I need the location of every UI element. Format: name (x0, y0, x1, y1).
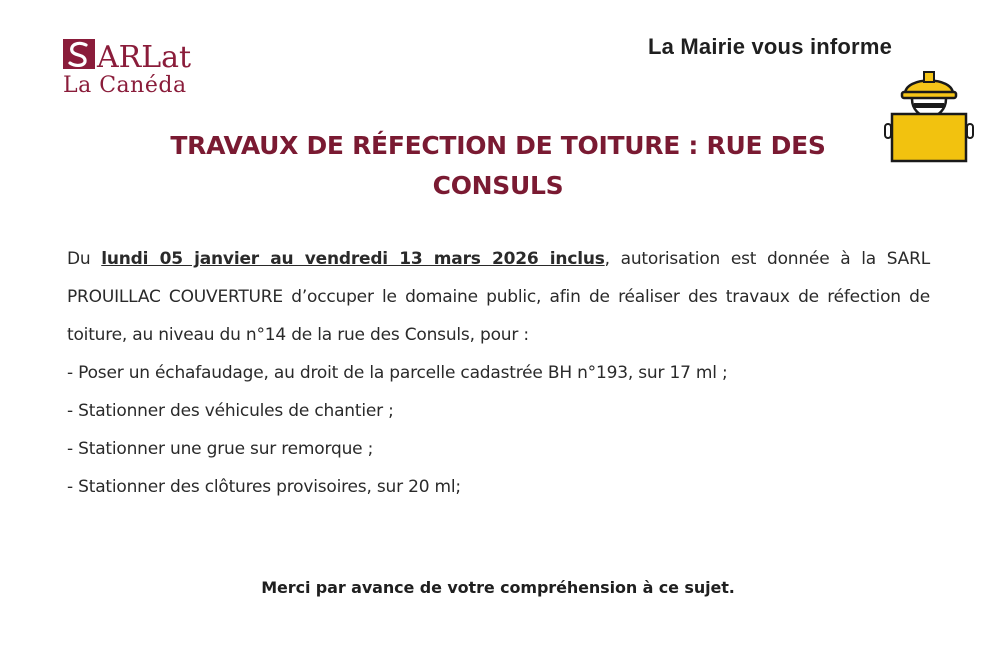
header-tagline: La Mairie vous informe (648, 34, 893, 59)
sarlat-logo (62, 36, 192, 98)
list-item: - Stationner des clôtures provisoires, sur 20 ml; (67, 477, 461, 497)
intro-rest: , autorisation est donnée à la SARL PROUILLAC COUVERTURE d’occuper le domaine public, afin de réaliser des travaux de réfection de toiture, au niveau du n°14 de la rue des Consuls, pour : (67, 249, 930, 345)
closing-message: Merci par avance de votre compréhension à ce sujet. (261, 578, 735, 597)
list-item: - Poser un échafaudage, au droit de la parcelle cadastrée BH n°193, sur 17 ml ; (67, 363, 728, 383)
list-item: - Stationner des véhicules de chantier ; (67, 401, 394, 421)
intro-paragraph (67, 240, 930, 354)
logo-text-caneda: La Canéda (63, 73, 187, 98)
notice-body (67, 240, 930, 506)
works-list (67, 354, 930, 506)
list-item: - Stationner une grue sur remorque ; (67, 439, 374, 459)
logo-text-sarlat: ARLat (97, 40, 192, 75)
intro-prefix: Du (67, 249, 102, 269)
intro-dates: lundi 05 janvier au vendredi 13 mars 2026 inclus (101, 249, 605, 269)
notice-title: TRAVAUX DE RÉFECTION DE TOITURE : RUE DES CONSULS (170, 131, 826, 200)
construction-worker-icon (883, 66, 979, 166)
